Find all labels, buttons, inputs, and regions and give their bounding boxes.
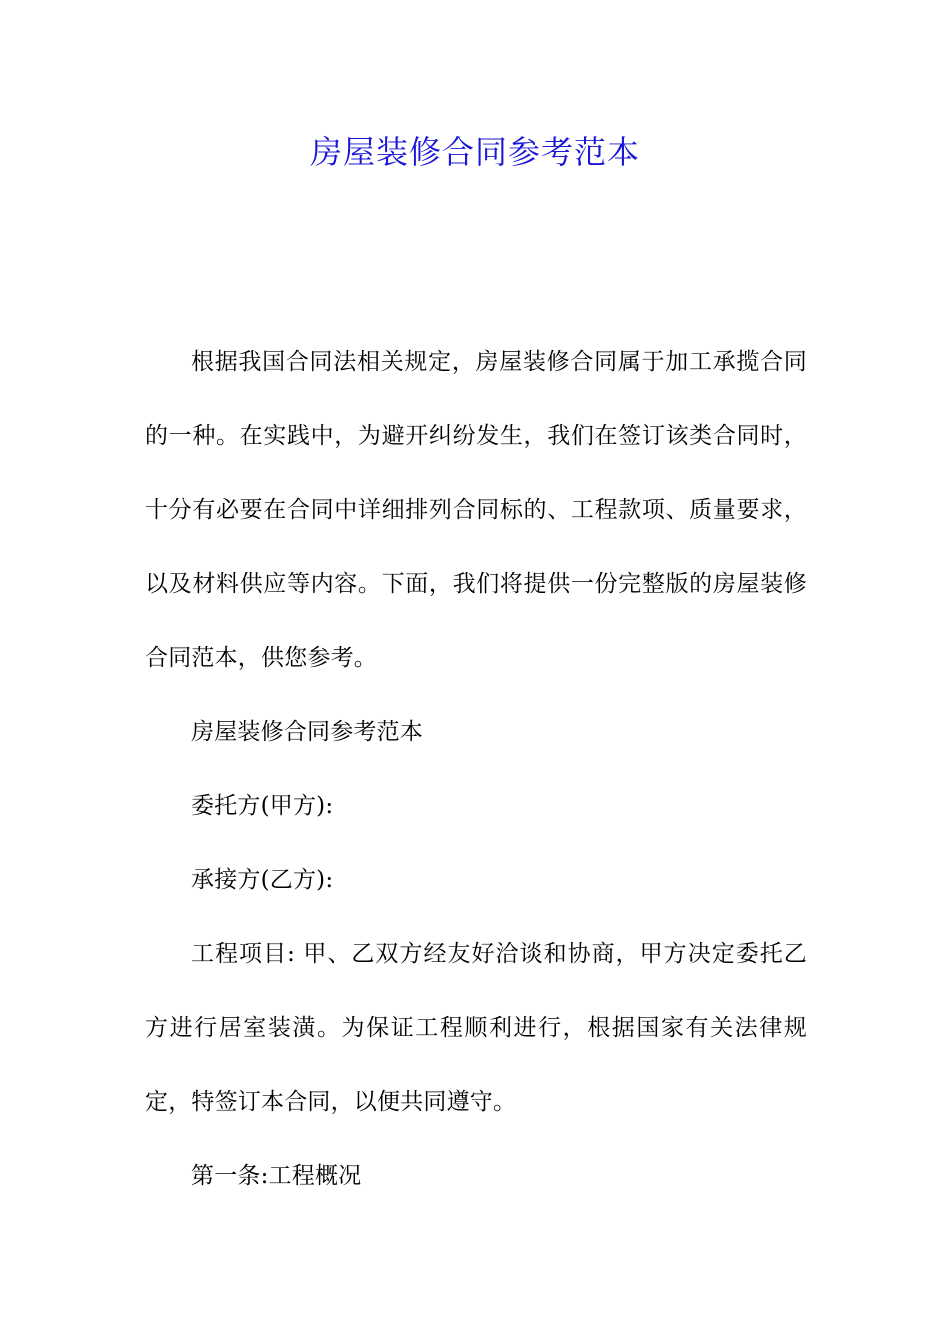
document-body (145, 325, 807, 1213)
document-title: 房屋装修合同参考范本 (309, 133, 640, 171)
party-b-line: 承接方(乙方): (191, 867, 334, 893)
intro-paragraph: 根据我国合同法相关规定，房屋装修合同属于加工承揽合同的一种。在实践中，为避开纠纷发生，我们在签订该类合同时，十分有必要在合同中详细排列合同标的、工程款项、质量要求，以及材料供应等内容。下面，我们将提供一份完整版的房屋装修合同范本，供您参考。 (145, 349, 807, 671)
party-a-line: 委托方(甲方): (191, 793, 334, 819)
article-one-heading: 第一条:工程概况 (191, 1163, 362, 1189)
contract-heading: 房屋装修合同参考范本 (191, 719, 423, 745)
project-paragraph: 工程项目: 甲、乙双方经友好洽谈和协商，甲方决定委托乙方进行居室装潢。为保证工程顺利进行，根据国家有关法律规定，特签订本合同，以便共同遵守。 (145, 941, 807, 1115)
